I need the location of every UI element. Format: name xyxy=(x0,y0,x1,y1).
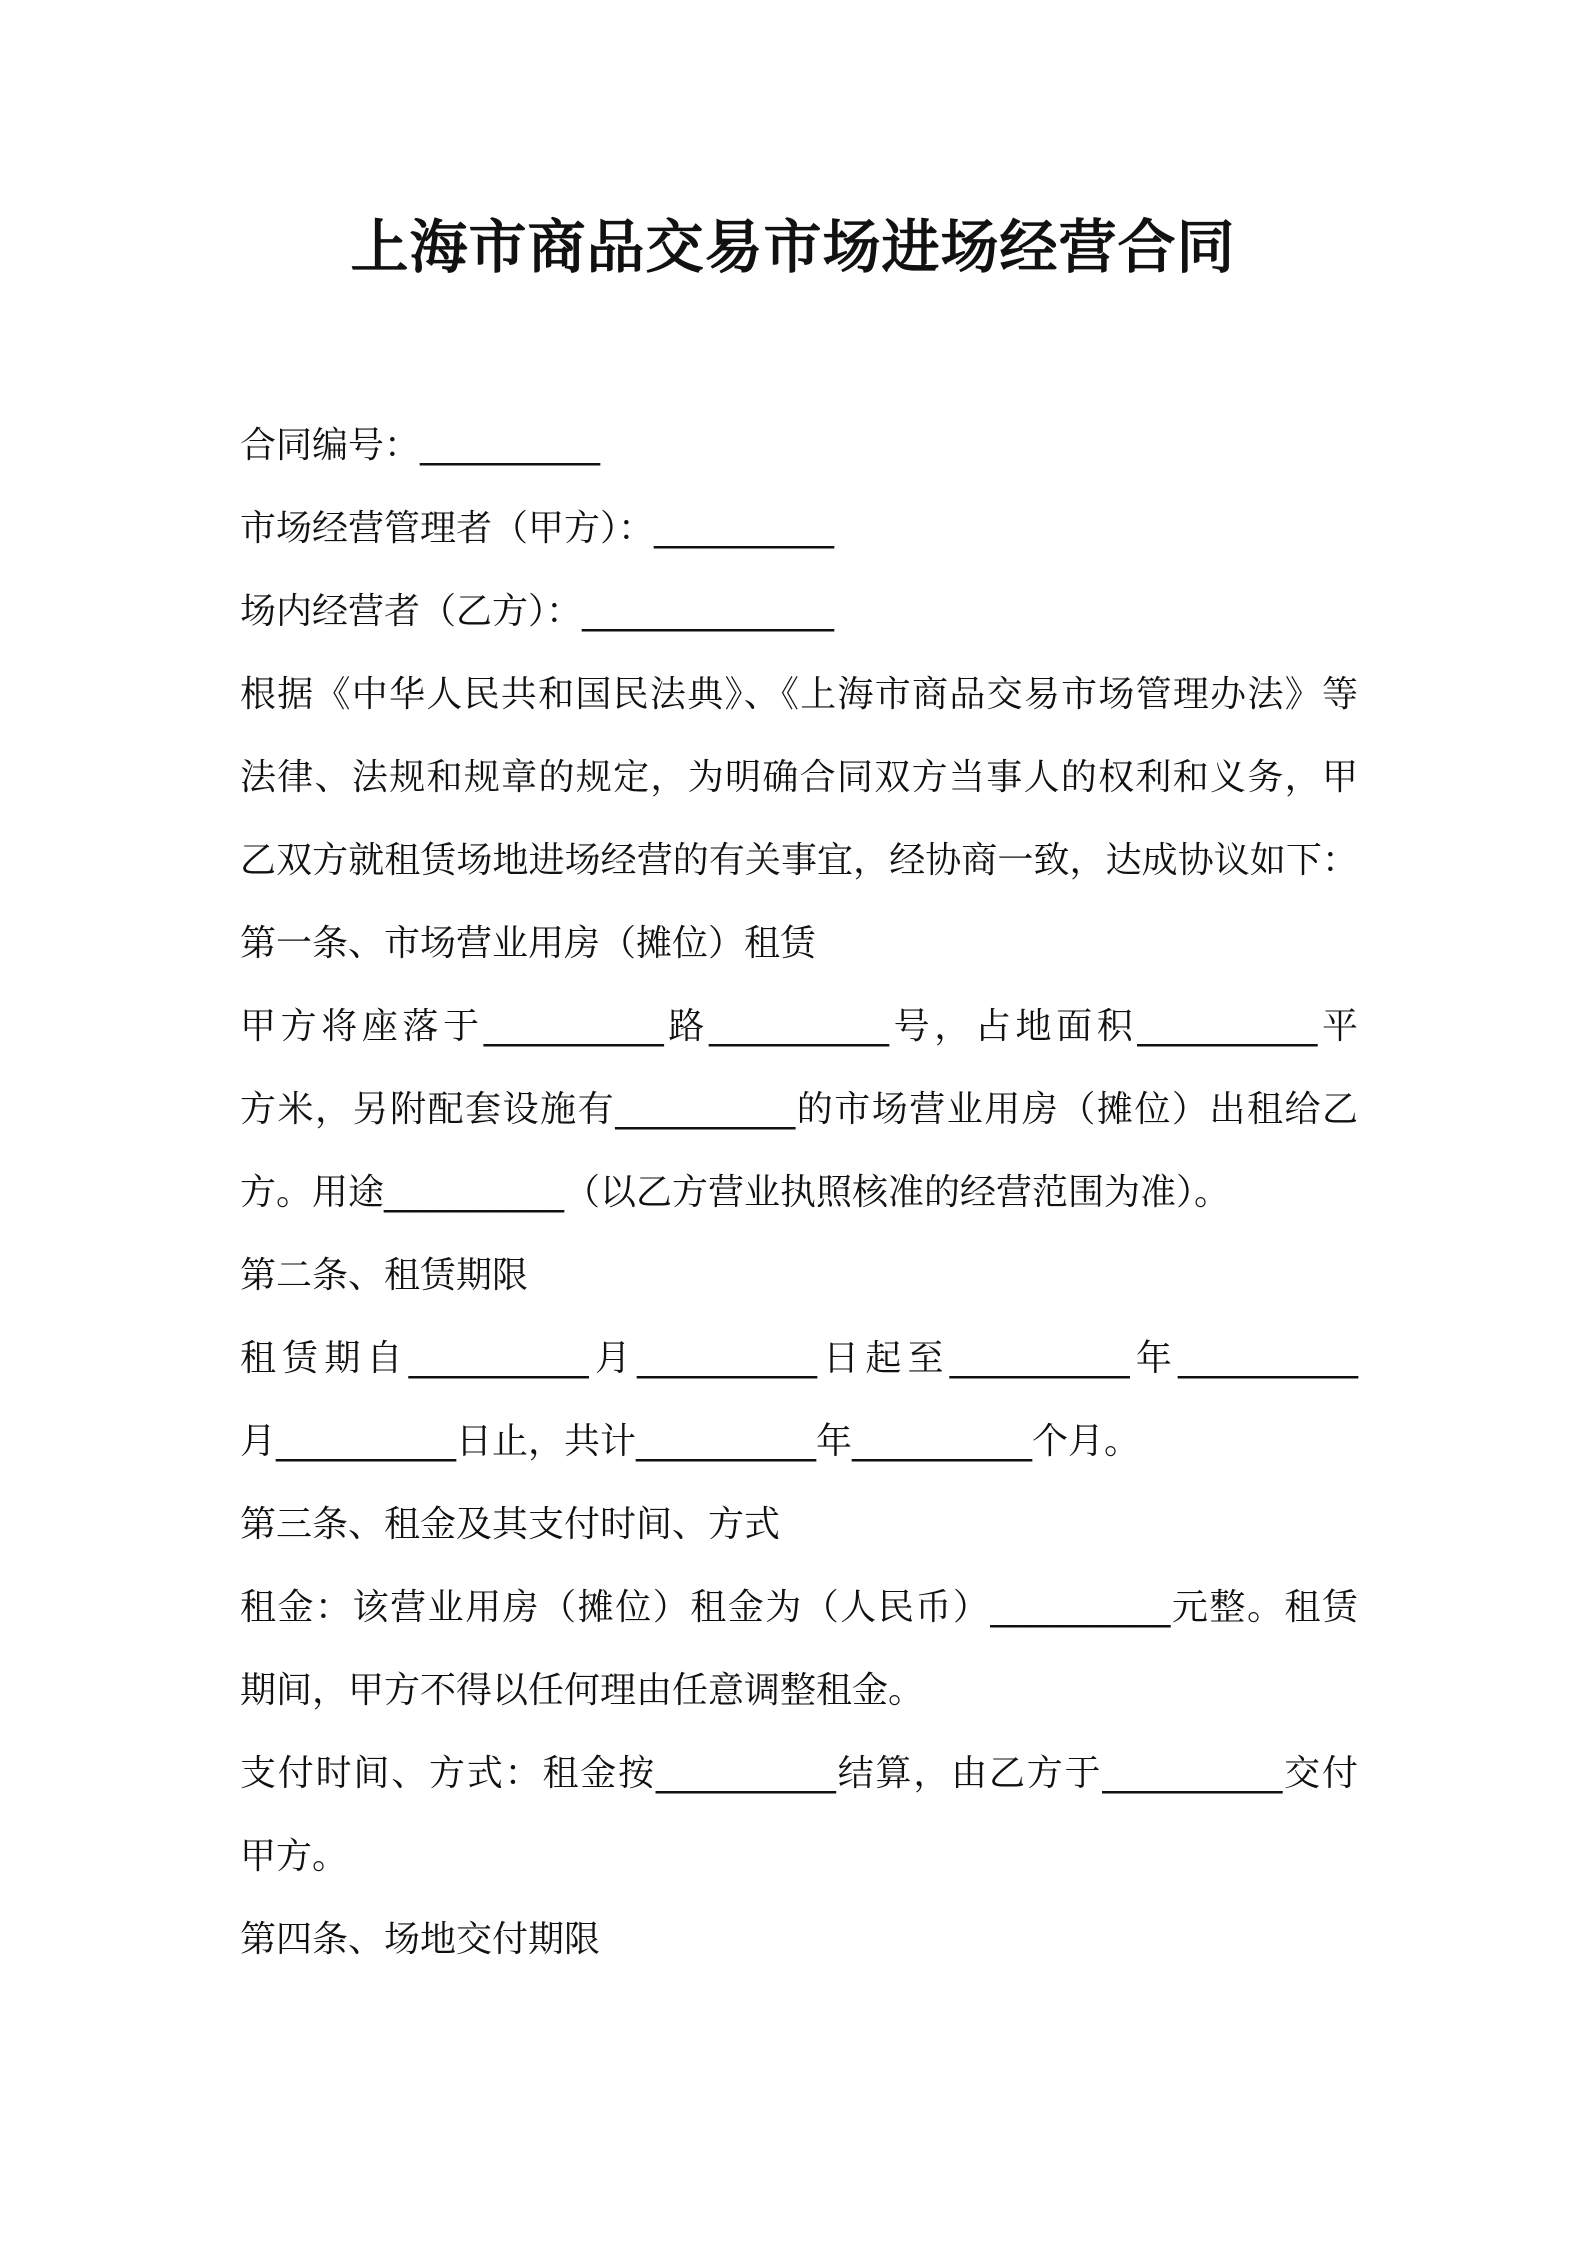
paragraph-line: 方米，另附配套设施有__________的市场营业用房（摊位）出租给乙 xyxy=(240,1089,1358,1130)
party-b-line: 场内经营者（乙方）：______________ xyxy=(240,591,835,632)
document-title: 上海市商品交易市场进场经营合同 xyxy=(350,213,1236,281)
party-a-line: 市场经营管理者（甲方）：__________ xyxy=(240,508,835,549)
document-body xyxy=(240,404,1358,1981)
contract-number-line: 合同编号：__________ xyxy=(240,425,601,466)
paragraph-line: 期间，甲方不得以任何理由任意调整租金。 xyxy=(240,1670,925,1711)
paragraph-line: 甲方将座落于__________路__________号，占地面积__________平 xyxy=(240,1006,1358,1047)
paragraph-line: 租金：该营业用房（摊位）租金为（人民币）__________元整。租赁 xyxy=(240,1587,1358,1628)
paragraph-line: 方。用途__________（以乙方营业执照核准的经营范围为准）。 xyxy=(240,1172,1231,1213)
paragraph-line: 法律、法规和规章的规定，为明确合同双方当事人的权利和义务，甲 xyxy=(240,757,1358,798)
article-heading: 第四条、场地交付期限 xyxy=(240,1919,601,1960)
paragraph-line: 月__________日止，共计__________年__________个月。 xyxy=(240,1421,1141,1462)
article-heading: 第一条、市场营业用房（摊位）租赁 xyxy=(240,923,817,964)
paragraph-line: 支付时间、方式：租金按__________结算，由乙方于__________交付 xyxy=(240,1753,1358,1794)
article-heading: 第二条、租赁期限 xyxy=(240,1255,529,1296)
paragraph-line: 甲方。 xyxy=(240,1836,349,1877)
paragraph-line: 根据《中华人民共和国民法典》、《上海市商品交易市场管理办法》等 xyxy=(240,674,1358,715)
paragraph-line: 乙双方就租赁场地进场经营的有关事宜，经协商一致，达成协议如下： xyxy=(240,840,1358,881)
paragraph-line: 租赁期自__________月__________日起至__________年__________ xyxy=(240,1338,1358,1379)
article-heading: 第三条、租金及其支付时间、方式 xyxy=(240,1504,781,1545)
